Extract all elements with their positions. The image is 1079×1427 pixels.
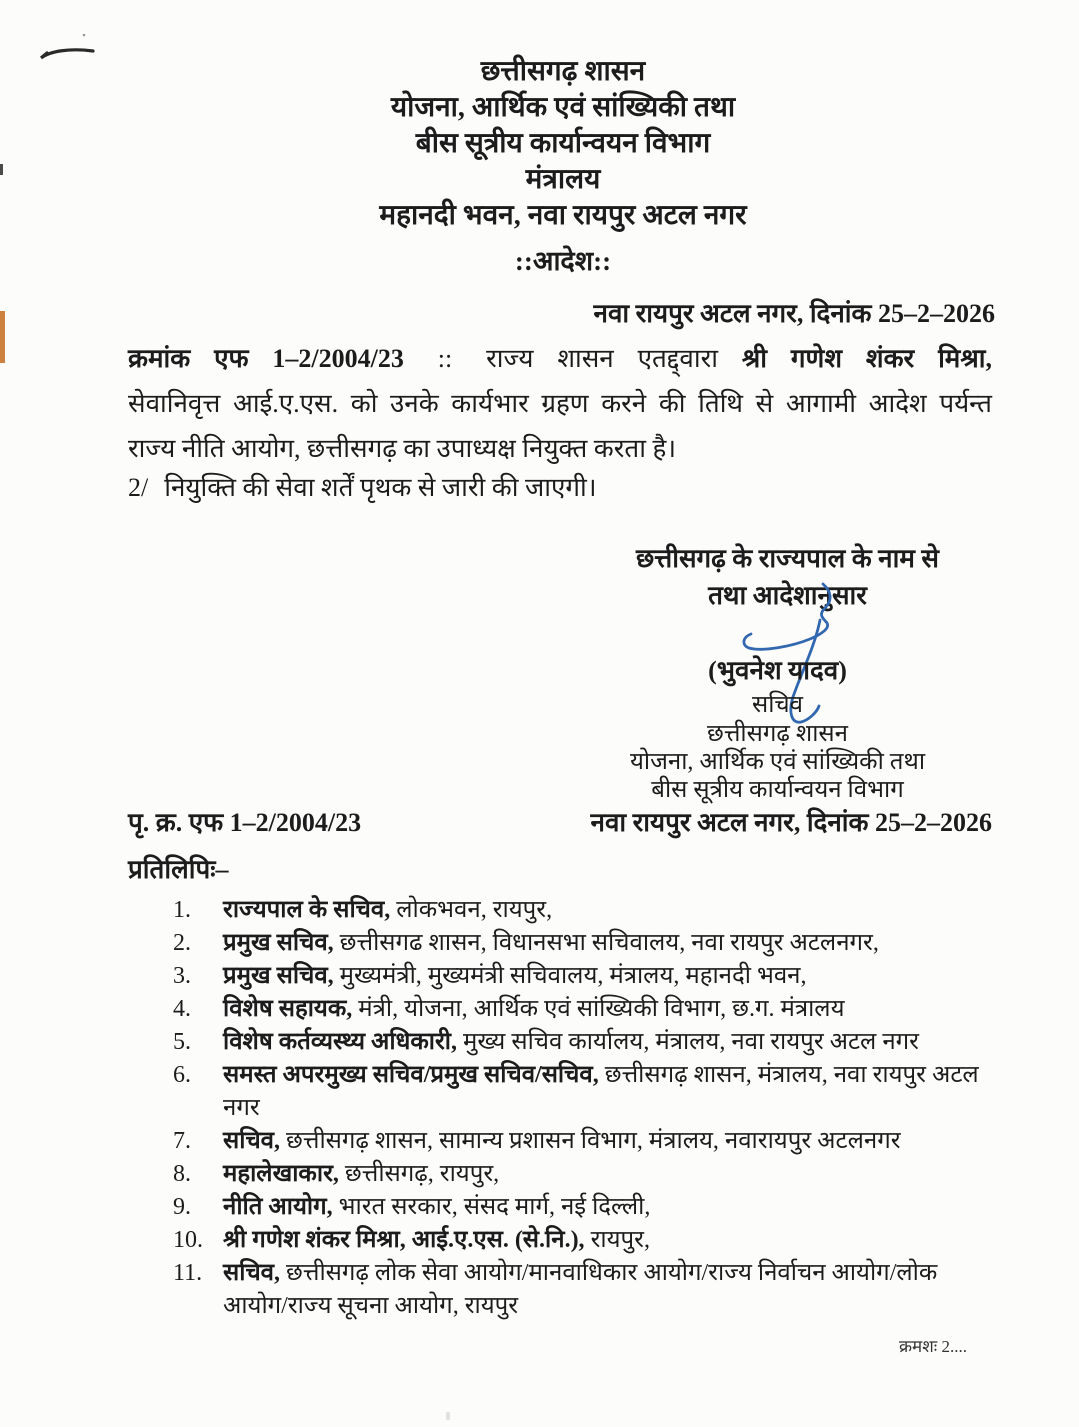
copy-item: [128, 1224, 1006, 1257]
copy-item: [128, 993, 1006, 1026]
copy-item-text: [223, 1026, 1006, 1059]
copy-item-detail: मंत्री, योजना, आर्थिक एवं सांख्यिकी विभाग, छ.ग. मंत्रालय: [352, 996, 845, 1022]
copy-item-text: [223, 927, 1006, 960]
copy-item: [128, 960, 1006, 993]
signatory-designation: सचिव: [751, 692, 804, 718]
copy-item: [128, 1026, 1006, 1059]
copy-item-detail: छत्तीसगढ शासन, विधानसभा सचिवालय, नवा रायपुर अटलनगर,: [333, 930, 879, 956]
copy-item-text: [223, 1224, 1006, 1257]
clause-2-text: नियुक्ति की सेवा शर्तें पृथक से जारी की जाएगी।: [164, 473, 597, 502]
appointee-name: श्री गणेश शंकर मिश्रा,: [741, 344, 992, 373]
copy-item-text: [223, 1191, 1006, 1224]
copy-item: [128, 927, 1006, 960]
copy-list: [128, 894, 1006, 1323]
copy-item-recipient: सचिव,: [223, 1260, 281, 1286]
copy-item-text: [223, 894, 1006, 927]
copy-item-number: 4.: [173, 996, 191, 1022]
order-ref-number: क्रमांक एफ 1–2/2004/23: [128, 344, 404, 373]
copy-item-detail: रायपुर,: [584, 1227, 650, 1253]
copy-item-detail: लोकभवन, रायपुर,: [390, 897, 553, 923]
authority-block: [595, 540, 980, 614]
copy-item-number: 7.: [173, 1128, 191, 1154]
copy-item-number: 1.: [173, 897, 191, 923]
left-edge-scan-mark: [0, 164, 3, 175]
left-edge-orange-mark: [0, 311, 5, 363]
clause-2-number: 2/: [128, 473, 149, 502]
signatory-org-dept2: बीस सूत्रीय कार्यान्वयन विभाग: [651, 777, 904, 803]
order-paragraph-line3: राज्य नीति आयोग, छत्तीसगढ़ का उपाध्यक्ष नियुक्त करता है।: [128, 434, 677, 463]
copy-item-detail: छत्तीसगढ़ लोक सेवा आयोग/मानवाधिकार आयोग/राज्य निर्वाचन आयोग/लोक आयोग/राज्य सूचना आयोग, रायपुर: [223, 1260, 938, 1319]
authority-line1: छत्तीसगढ़ के राज्यपाल के नाम से: [636, 544, 939, 573]
copies-section: [128, 850, 1006, 1323]
copy-item-detail: मुख्य सचिव कार्यालय, मंत्रालय, नवा रायपुर अटल नगर: [457, 1029, 919, 1055]
copy-item-recipient: विशेष कर्तव्यस्थ्य अधिकारी,: [223, 1029, 458, 1055]
copy-item-text: [223, 1059, 1006, 1125]
copy-item: [128, 1257, 1006, 1323]
copy-item-number: 3.: [173, 963, 191, 989]
copy-item-text: [223, 1125, 1006, 1158]
copy-item-detail: मुख्यमंत्री, मुख्यमंत्री सचिवालय, मंत्रालय, महानदी भवन,: [333, 963, 807, 989]
copy-item: [128, 1059, 1006, 1125]
order-paragraph-line2: सेवानिवृत्त आई.ए.एस. को उनके कार्यभार ग्रहण करने की तिथि से आगामी आदेश पर्यन्त: [128, 389, 992, 418]
signatory-org-dept1: योजना, आर्थिक एवं सांख्यिकी तथा: [629, 749, 926, 775]
copy-item: [128, 1125, 1006, 1158]
copy-item-recipient: समस्त अपरमुख्य सचिव/प्रमुख सचिव/सचिव,: [223, 1062, 599, 1088]
copy-item-detail: छत्तीसगढ़, रायपुर,: [338, 1161, 500, 1187]
copy-item-recipient: विशेष सहायक,: [223, 996, 353, 1022]
copy-item: [128, 894, 1006, 927]
copy-item-text: [223, 993, 1006, 1026]
copy-item: [128, 1158, 1006, 1191]
order-text-normal: राज्य शासन एतद्द्वारा: [486, 344, 718, 373]
copy-item-text: [223, 1257, 1006, 1323]
copy-item-recipient: प्रमुख सचिव,: [223, 963, 334, 989]
copy-item-number: 9.: [173, 1194, 191, 1220]
copy-item-number: 2.: [173, 930, 191, 956]
bottom-scan-smudge: [446, 1412, 450, 1420]
copy-item-recipient: सचिव,: [223, 1128, 281, 1154]
pen-checkmark-icon: [30, 28, 108, 70]
dateline-top: नवा रायपुर अटल नगर, दिनांक 25–2–2026: [593, 299, 995, 328]
letterhead-address: महानदी भवन, नवा रायपुर अटल नगर: [379, 200, 747, 231]
copies-heading: प्रतिलिपिः–: [128, 855, 229, 884]
copy-item-number: 10.: [173, 1227, 203, 1253]
clause-2: [128, 468, 597, 504]
copy-item-detail: छत्तीसगढ़ शासन, सामान्य प्रशासन विभाग, मंत्रालय, नवारायपुर अटलनगर: [280, 1128, 901, 1154]
order-paragraph: [128, 336, 992, 471]
authority-line2: तथा आदेशानुसार: [708, 581, 867, 610]
letterhead: [103, 54, 1023, 234]
copy-item-recipient: राज्यपाल के सचिव,: [223, 897, 391, 923]
order-title: ::आदेश::: [514, 246, 612, 276]
copy-item-detail: छत्तीसगढ़ शासन, मंत्रालय, नवा रायपुर अटल नगर: [223, 1062, 979, 1121]
continuation-note: क्रमशः 2....: [899, 1337, 967, 1356]
endorsement-dateline: नवा रायपुर अटल नगर, दिनांक 25–2–2026: [590, 808, 992, 837]
copy-item-number: 11.: [173, 1260, 203, 1286]
copy-item: [128, 1191, 1006, 1224]
order-separator: ::: [437, 344, 453, 373]
signatory-org-government: छत्तीसगढ़ शासन: [707, 721, 848, 747]
copy-item-text: [223, 960, 1006, 993]
copy-item-detail: भारत सरकार, संसद मार्ग, नई दिल्ली,: [332, 1194, 651, 1220]
copy-item-number: 8.: [173, 1161, 191, 1187]
endorsement-ref: पृ. क्र. एफ 1–2/2004/23: [128, 808, 362, 837]
signatory-name: (भुवनेश यादव): [708, 656, 847, 685]
letterhead-dept-line2: बीस सूत्रीय कार्यान्वयन विभाग: [415, 128, 711, 159]
letterhead-government: छत्तीसगढ़ शासन: [480, 56, 646, 87]
endorsement-row: [128, 803, 992, 839]
copy-item-recipient: प्रमुख सचिव,: [223, 930, 334, 956]
order-paragraph-line1: [128, 336, 992, 381]
signatory-block: [555, 657, 1000, 804]
copy-item-recipient: श्री गणेश शंकर मिश्रा, आई.ए.एस. (से.नि.),: [223, 1227, 585, 1253]
copy-item-number: 6.: [173, 1062, 191, 1088]
copy-item-recipient: नीति आयोग,: [223, 1194, 333, 1220]
letterhead-ministry: मंत्रालय: [525, 164, 601, 195]
letterhead-dept-line1: योजना, आर्थिक एवं सांख्यिकी तथा: [390, 92, 736, 123]
copy-item-number: 5.: [173, 1029, 191, 1055]
copy-item-recipient: महालेखाकार,: [223, 1161, 339, 1187]
copy-item-text: [223, 1158, 1006, 1191]
